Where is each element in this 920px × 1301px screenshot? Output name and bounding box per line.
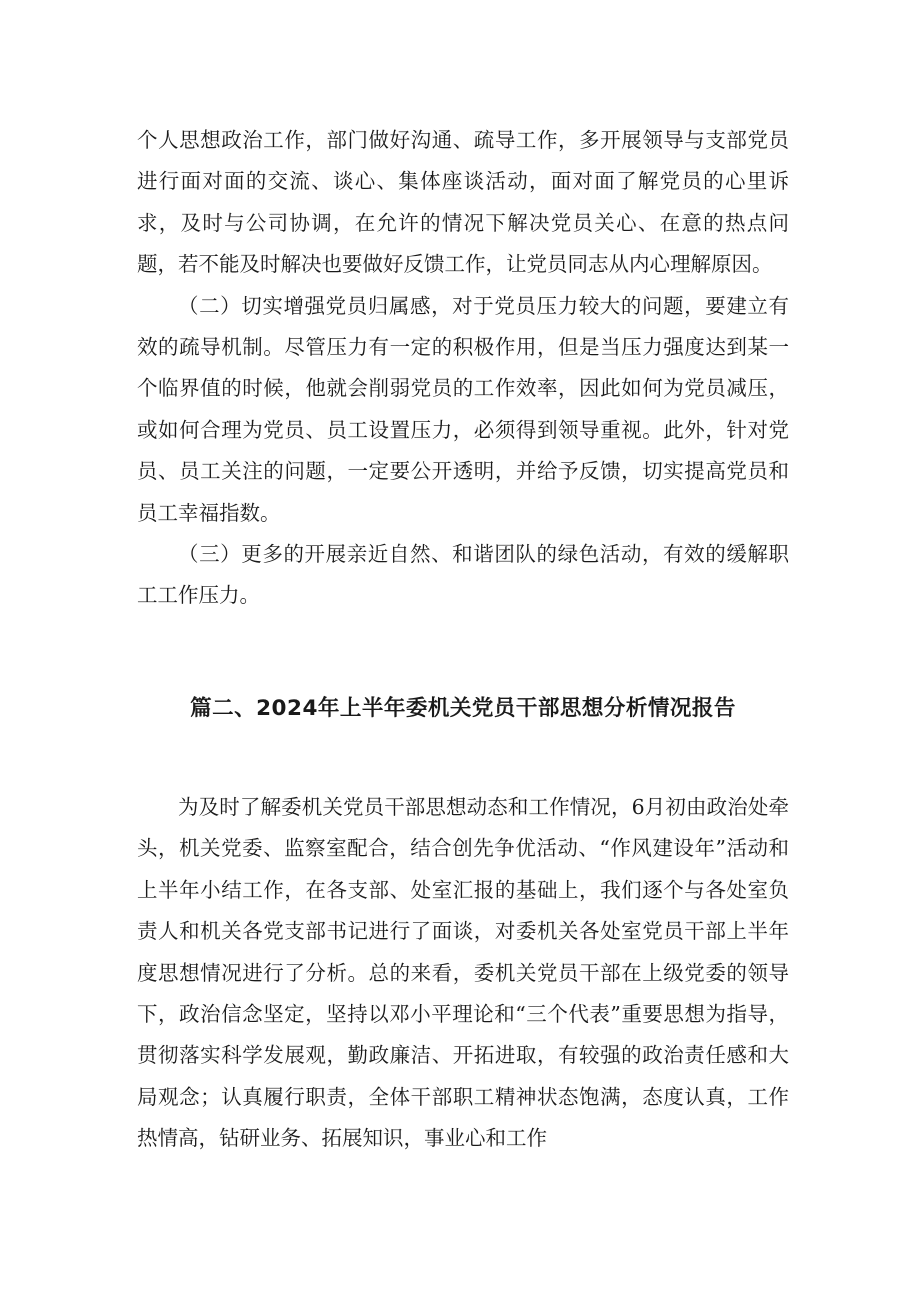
body-section-1: [137, 120, 789, 617]
paragraph-item-3: （三）更多的开展亲近自然、和谐团队的绿色活动，有效的缓解职工工作压力。: [137, 542, 789, 608]
body-section-2: [137, 787, 789, 1160]
paragraph-continuation: 个人思想政治工作，部门做好沟通、疏导工作，多开展领导与支部党员进行面对面的交流、谈心、集体座谈活动，面对面了解党员的心里诉求，及时与公司协调，在允许的情况下解决党员关心、在意的热点问题，若不能及时解决也要做好反馈工作，让党员同志从内心理解原因。: [137, 128, 789, 277]
paragraph-report-intro: 为及时了解委机关党员干部思想动态和工作情况，6月初由政治处牵头，机关党委、监察室配合，结合创先争优活动、“作风建设年”活动和上半年小结工作，在各支部、处室汇报的基础上，我们逐个与各处室负责人和机关各党支部书记进行了面谈，对委机关各处室党员干部上半年度思想情况进行了分析。总的来看，委机关党员干部在上级党委的领导下，政治信念坚定，坚持以邓小平理论和“三个代表”重要思想为指导，贯彻落实科学发展观，勤政廉洁、开拓进取，有较强的政治责任感和大局观念；认真履行职责，全体干部职工精神状态饱满，态度认真，工作热情高，钻研业务、拓展知识，事业心和工作: [137, 795, 789, 1151]
paragraph-item-2: （二）切实增强党员归属感，对于党员压力较大的问题，要建立有效的疏导机制。尽管压力有一定的积极作用，但是当压力强度达到某一个临界值的时候，他就会削弱党员的工作效率，因此如何为党员减压，或如何合理为党员、员工设置压力，必须得到领导重视。此外，针对党员、员工关注的问题，一定要公开透明，并给予反馈，切实提高党员和员工幸福指数。: [137, 293, 789, 525]
section-heading: 篇二、2024年上半年委机关党员干部思想分析情况报告: [190, 696, 736, 721]
